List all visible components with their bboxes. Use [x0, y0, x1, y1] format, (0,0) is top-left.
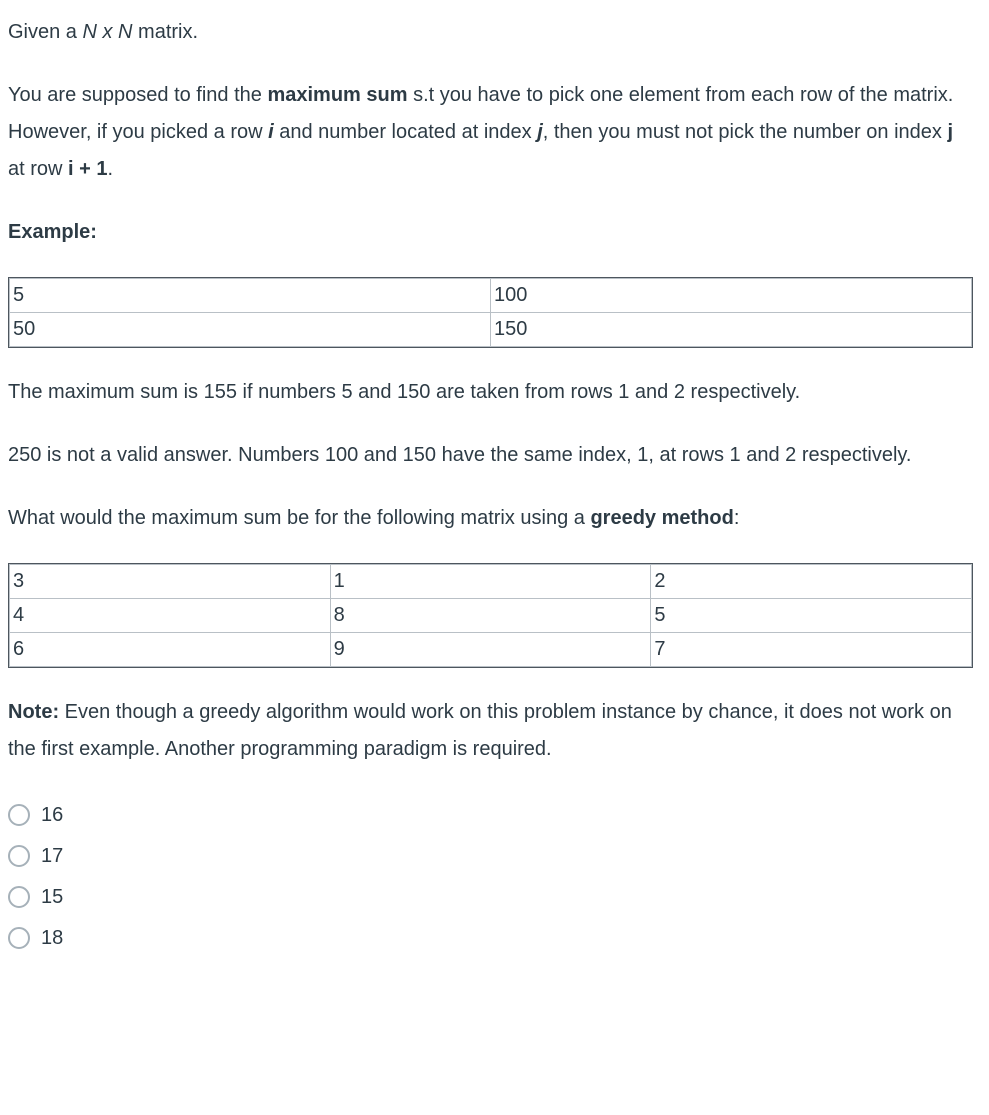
matrix-row	[10, 313, 972, 347]
radio-button-icon[interactable]	[8, 845, 30, 867]
matrix-cell: 150	[491, 313, 972, 347]
answer-option[interactable]	[8, 925, 63, 951]
text-run: Given a	[8, 21, 83, 43]
paragraph-invalid-answer	[8, 437, 973, 474]
example-heading	[8, 214, 973, 251]
matrix-cell: 6	[10, 633, 331, 667]
text-run: The maximum sum is 155 if numbers 5 and 150 are taken from rows 1 and 2 respectively.	[8, 381, 801, 403]
question-matrix-table	[9, 564, 972, 667]
example-matrix-table	[9, 278, 972, 347]
bold-text: j	[947, 121, 954, 143]
bold-text: greedy method	[590, 507, 734, 529]
matrix-cell: 1	[330, 565, 651, 599]
radio-button-icon[interactable]	[8, 804, 30, 826]
paragraph-given	[8, 14, 973, 51]
matrix-row	[10, 633, 972, 667]
matrix-cell: 100	[491, 279, 972, 313]
text-run: What would the maximum sum be for the following matrix using a	[8, 507, 591, 529]
text-run: and number located at index	[273, 121, 538, 143]
radio-button-icon[interactable]	[8, 927, 30, 949]
text-run: You are supposed to find the	[8, 84, 268, 106]
bold-italic-text: j	[537, 121, 543, 143]
matrix-cell: 3	[10, 565, 331, 599]
matrix-cell: 5	[10, 279, 491, 313]
matrix-cell: 8	[330, 599, 651, 633]
answer-option-label: 18	[41, 927, 64, 949]
bold-text: i + 1	[68, 158, 108, 180]
matrix-row	[10, 279, 972, 313]
answer-options	[8, 802, 973, 951]
text-run: matrix.	[132, 21, 199, 43]
question-matrix	[8, 563, 973, 668]
text-run: s.t you have to pick one element from each row of the matrix. However, if you picked a row	[8, 84, 954, 143]
answer-option[interactable]	[8, 843, 63, 869]
matrix-cell: 5	[651, 599, 972, 633]
radio-button-icon[interactable]	[8, 886, 30, 908]
answer-option-label: 15	[41, 886, 64, 908]
bold-text: Note:	[8, 701, 60, 723]
text-run: .	[107, 158, 114, 180]
answer-option[interactable]	[8, 884, 63, 910]
matrix-cell: 2	[651, 565, 972, 599]
italic-text: N x N	[82, 21, 133, 43]
text-run: at row	[8, 158, 69, 180]
bold-italic-text: i	[268, 121, 274, 143]
answer-option-label: 17	[41, 845, 64, 867]
answer-option-label: 16	[41, 804, 64, 826]
paragraph-task	[8, 77, 973, 188]
matrix-cell: 4	[10, 599, 331, 633]
text-run: , then you must not pick the number on index	[542, 121, 948, 143]
text-run: 250 is not a valid answer. Numbers 100 and 150 have the same index, 1, at rows 1 and 2 respectively.	[8, 444, 912, 466]
answer-option[interactable]	[8, 802, 63, 828]
paragraph-max-sum	[8, 374, 973, 411]
matrix-cell: 9	[330, 633, 651, 667]
example-matrix	[8, 277, 973, 348]
paragraph-note	[8, 694, 973, 768]
matrix-row	[10, 599, 972, 633]
bold-text: Example:	[8, 221, 97, 243]
bold-text: maximum sum	[267, 84, 408, 106]
text-run: :	[733, 507, 740, 529]
matrix-row	[10, 565, 972, 599]
text-run: Even though a greedy algorithm would work on this problem instance by chance, it does not work on the first example. Another programming paradigm is required.	[8, 701, 952, 760]
matrix-cell: 7	[651, 633, 972, 667]
paragraph-question	[8, 500, 973, 537]
matrix-cell: 50	[10, 313, 491, 347]
